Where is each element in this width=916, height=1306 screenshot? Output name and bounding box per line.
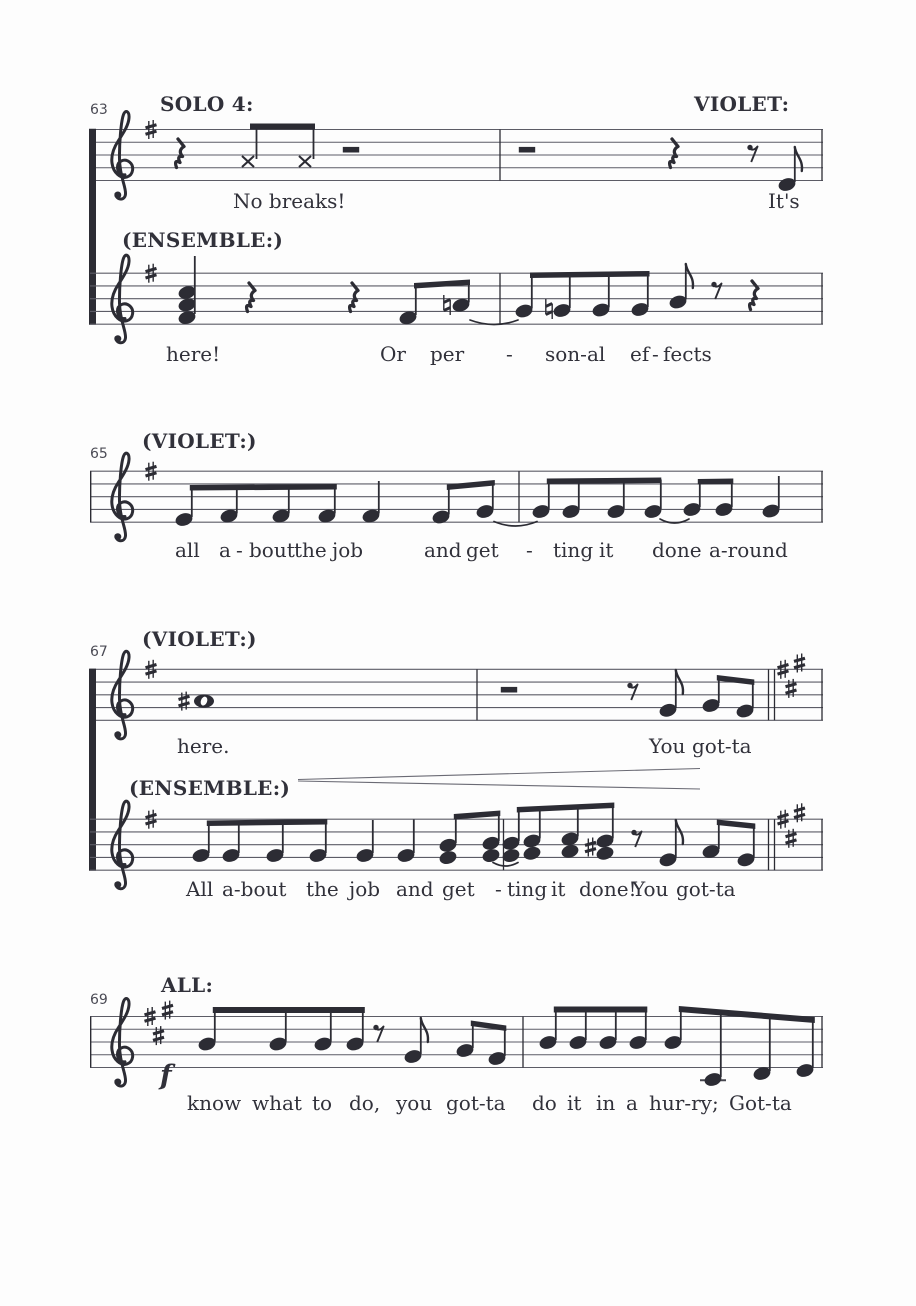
beam (717, 675, 755, 685)
sharp-icon (179, 703, 190, 706)
lyric-syllable: It's (768, 189, 800, 213)
lyric-syllable: job (332, 538, 364, 562)
measure-number: 69 (90, 992, 108, 1008)
beam (250, 124, 315, 130)
sharp-icon (794, 808, 805, 811)
voice-label: ALL: (161, 973, 214, 997)
beam (698, 479, 734, 485)
lyric-syllable: ting (553, 538, 594, 562)
lyric-syllable: do, (349, 1091, 381, 1115)
sharp-icon (162, 1012, 173, 1015)
sharp-icon (794, 814, 805, 817)
half-rest (501, 687, 517, 693)
sharp-icon (146, 131, 157, 134)
sharp-icon (146, 821, 157, 824)
beam (213, 1007, 365, 1013)
lyric-syllable: it (567, 1091, 582, 1115)
lyric-syllable: ting (507, 877, 548, 901)
measure-number: 63 (90, 102, 108, 118)
lyric-syllable: - (495, 877, 502, 901)
sharp-icon (778, 814, 789, 817)
quarter-rest (350, 283, 358, 312)
lyric-syllable: - (652, 342, 659, 366)
voice-label: (ENSEMBLE:) (129, 776, 291, 800)
beam (190, 484, 337, 491)
lyric-syllable: done (652, 538, 702, 562)
notehead (595, 845, 615, 862)
sharp-icon (146, 275, 157, 278)
notehead (438, 849, 458, 866)
lyric-syllable: per (430, 342, 465, 366)
lyric-syllable: get (442, 877, 475, 901)
lyric-syllable: son-al (545, 342, 606, 366)
sharp-icon (146, 125, 157, 128)
lyric-syllable: Got-ta (729, 1091, 792, 1115)
sharp-icon (153, 1031, 164, 1034)
crescendo-hairpin (298, 769, 700, 780)
sharp-icon (162, 1005, 173, 1008)
measure-number: 65 (90, 446, 108, 462)
beam (717, 820, 756, 830)
lyric-syllable: - (506, 342, 513, 366)
quarter-rest (750, 281, 758, 310)
sharp-icon (778, 821, 789, 824)
notehead (522, 845, 542, 862)
lyric-syllable: in (596, 1091, 616, 1115)
natural-icon (546, 312, 552, 315)
lyric-syllable: No breaks! (233, 189, 346, 213)
sharp-icon (778, 665, 789, 668)
eighth-flag (686, 264, 693, 288)
quarter-rest (670, 139, 678, 168)
lyric-syllable: job (349, 877, 381, 901)
sharp-icon (786, 690, 797, 693)
lyric-syllable: You (649, 734, 686, 758)
lyric-syllable: hur-ry; (649, 1091, 719, 1115)
beam (447, 480, 495, 490)
sharp-icon (153, 1037, 164, 1040)
quarter-rest (247, 283, 255, 312)
crescendo-hairpin (298, 781, 700, 789)
lyric-syllable: a-round (709, 538, 788, 562)
measure-number: 67 (90, 644, 108, 660)
beam (414, 280, 470, 289)
voice-label: (VIOLET:) (142, 627, 257, 651)
lyric-syllable: fects (663, 342, 712, 366)
sharp-icon (179, 696, 190, 699)
beam (554, 1007, 648, 1013)
beam (207, 819, 327, 826)
sharp-icon (146, 268, 157, 271)
beam (547, 478, 662, 485)
beam (517, 803, 615, 813)
lyric-syllable: know (187, 1091, 242, 1115)
lyric-syllable: all (175, 538, 200, 562)
sharp-icon (786, 840, 797, 843)
lyric-syllable: get (466, 538, 499, 562)
lyric-syllable: done! (579, 877, 637, 901)
lyric-syllable: ef (630, 342, 650, 366)
sharp-icon (778, 671, 789, 674)
sharp-icon (585, 849, 596, 852)
sharp-icon (786, 684, 797, 687)
half-rest (343, 147, 359, 153)
lyric-syllable: got-ta (692, 734, 752, 758)
sharp-icon (145, 1012, 156, 1015)
sharp-icon (145, 1018, 156, 1021)
beam (454, 811, 501, 820)
beam (679, 1006, 815, 1023)
lyric-syllable: it (551, 877, 566, 901)
voice-label: VIOLET: (694, 92, 790, 116)
lyric-syllable: a (626, 1091, 638, 1115)
lyric-syllable: what (252, 1091, 302, 1115)
sharp-icon (146, 665, 157, 668)
lyric-syllable: - (236, 538, 243, 562)
natural-icon (546, 303, 552, 306)
lyric-syllable: a-bout (222, 877, 287, 901)
lyric-syllable: you (396, 1091, 433, 1115)
sharp-icon (794, 658, 805, 661)
lyric-syllable: a (219, 538, 231, 562)
natural-icon (444, 299, 450, 302)
lyric-syllable: here! (166, 342, 221, 366)
quarter-rest (176, 139, 184, 168)
notehead (481, 847, 501, 864)
lyric-syllable: the (306, 877, 339, 901)
sharp-icon (146, 466, 157, 469)
lyric-syllable: All (186, 877, 214, 901)
lyric-syllable: do (532, 1091, 557, 1115)
voice-label: SOLO 4: (160, 92, 254, 116)
voice-label: (ENSEMBLE:) (122, 228, 284, 252)
natural-icon (444, 308, 450, 311)
beam (530, 271, 650, 278)
sharp-icon (146, 671, 157, 674)
lyric-syllable: bout (249, 538, 295, 562)
dynamic-marking: f (160, 1060, 172, 1091)
lyric-syllable: got-ta (676, 877, 736, 901)
lyric-syllable: You (632, 877, 669, 901)
eighth-flag (421, 1018, 428, 1042)
tie (493, 863, 518, 867)
lyric-syllable: the (294, 538, 327, 562)
lyric-syllable: and (424, 538, 462, 562)
lyric-syllable: here. (177, 734, 230, 758)
lyric-syllable: and (396, 877, 434, 901)
lyric-syllable: got-ta (446, 1091, 506, 1115)
sharp-icon (786, 834, 797, 837)
lyric-syllable: it (599, 538, 614, 562)
lyric-syllable: to (312, 1091, 333, 1115)
voice-label: (VIOLET:) (142, 429, 257, 453)
lyric-syllable: - (526, 538, 533, 562)
sharp-icon (794, 665, 805, 668)
lyric-syllable: Or (380, 342, 406, 366)
half-rest (519, 147, 535, 153)
sharp-icon (146, 473, 157, 476)
sharp-icon (146, 814, 157, 817)
